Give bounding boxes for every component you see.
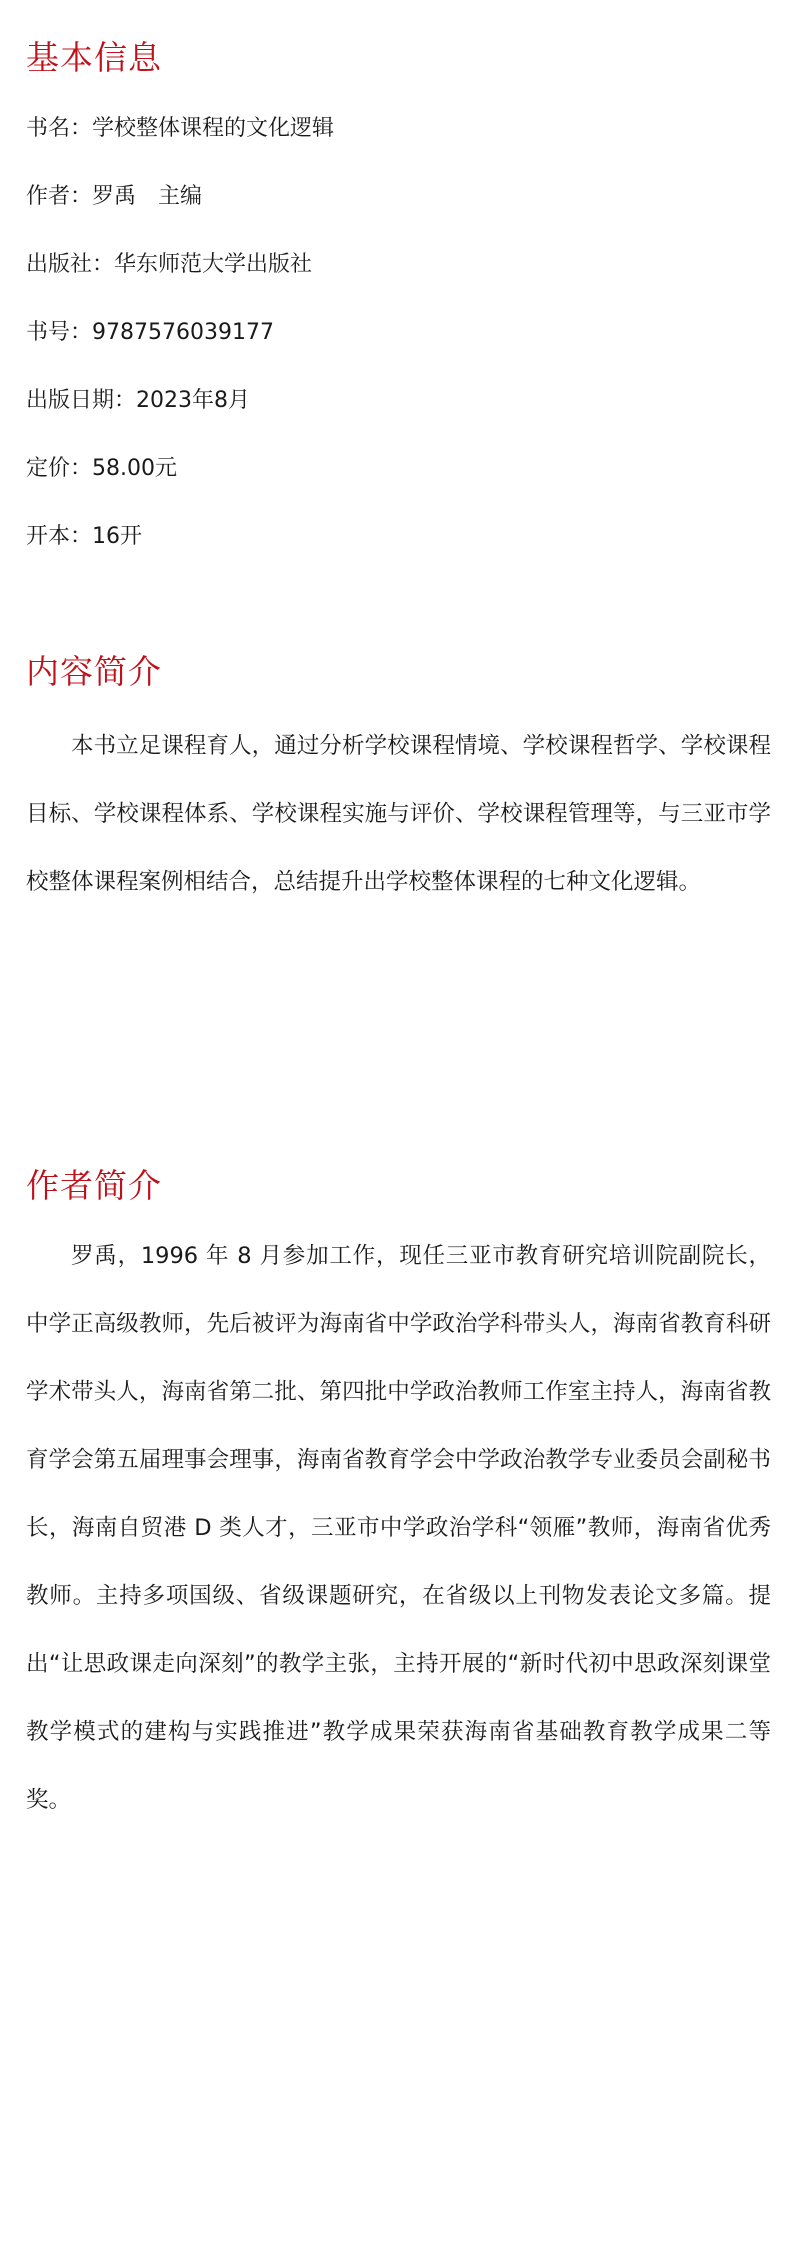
book-publisher-line: 出版社：华东师范大学出版社 — [26, 252, 313, 277]
author-bio-heading: 作者简介 — [26, 1166, 162, 1205]
basic-info-heading: 基本信息 — [26, 38, 162, 77]
book-author-line: 作者：罗禹 主编 — [26, 184, 203, 209]
summary-paragraph: 本书立足课程育人，通过分析学校课程情境、学校课程哲学、学校课程目标、学校课程体系、学校课程实施与评价、学校课程管理等，与三亚市学校整体课程案例相结合，总结提升出学校整体课程的七种文化逻辑。 — [26, 733, 771, 895]
book-format-line: 开本：16开 — [26, 524, 142, 549]
book-title-line: 书名：学校整体课程的文化逻辑 — [26, 116, 335, 141]
author-bio-paragraph: 罗禹，1996 年 8 月参加工作，现任三亚市教育研究培训院副院长，中学正高级教师，先后被评为海南省中学政治学科带头人，海南省教育科研学术带头人，海南省第二批、第四批中学政治教师工作室主持人，海南省教育学会第五届理事会理事，海南省教育学会中学政治教学专业委员会副秘书长，海南自贸港 D 类人才，三亚市中学政治学科“领雁”教师，海南省优秀教师。主持多项国级、省级课题研究，在省级以上刊物发表论文多篇。提出“让思政课走向深刻”的教学主张，主持开展的“新时代初中思政深刻课堂教学模式的建构与实践推进”教学成果荣获海南省基础教育教学成果二等奖。 — [26, 1243, 771, 1813]
summary-heading: 内容简介 — [26, 652, 162, 691]
book-isbn-line: 书号：9787576039177 — [26, 320, 274, 345]
book-date-line: 出版日期：2023年8月 — [26, 388, 250, 413]
book-price-line: 定价：58.00元 — [26, 456, 177, 481]
